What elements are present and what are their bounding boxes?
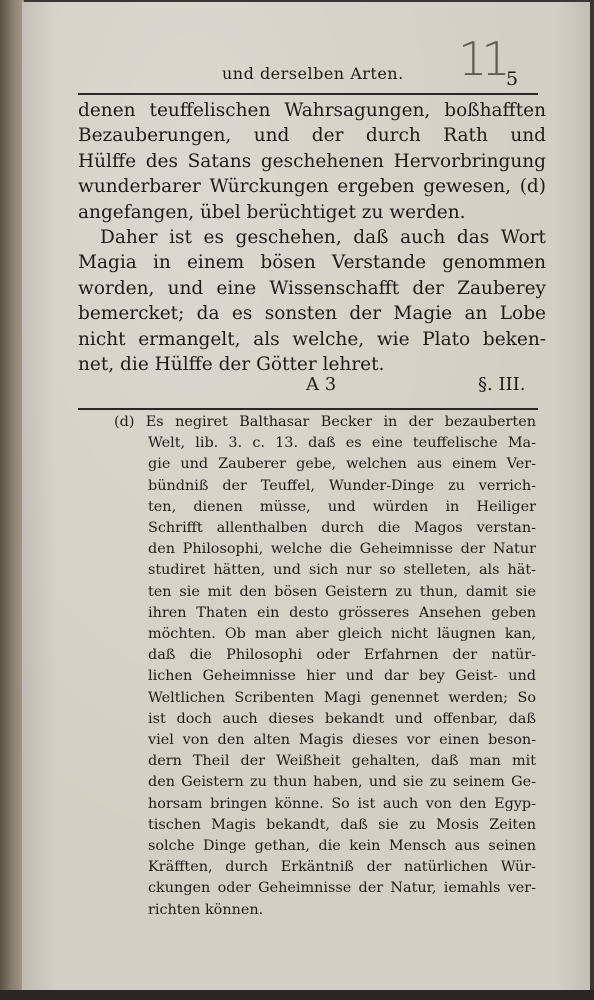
footnote-line: den Philosophi, welche die Geheimnisse der Natur	[148, 541, 536, 558]
book-spine-gutter	[0, 0, 24, 1000]
text-line: denen teuffelischen Wahrsagungen, boßhafften	[78, 100, 546, 121]
footnote-line: lichen Geheimnisse hier und dar bey Geist- und	[148, 668, 536, 685]
text-line: bemercket; da es sonsten der Magie an Lobe	[78, 303, 546, 325]
page-number: 5	[506, 68, 519, 90]
text-line: Hülffe des Satans geschehenen Hervorbringung	[78, 150, 546, 172]
footnote-line: ten, dienen müsse, und würden in Heiliger	[148, 498, 536, 515]
book-page	[22, 2, 590, 990]
text-line: angefangen, übel berüchtiget zu werden.	[78, 201, 466, 223]
footnote-line: studiret hätten, und sich nur so stelleten, als hät-	[148, 562, 536, 579]
pencil-page-annotation: 11	[458, 32, 505, 86]
footnote-line: daß die Philosophi oder Erfahrnen der natür-	[148, 647, 536, 664]
signature-catchword-line	[78, 374, 538, 402]
catchword: §. III.	[478, 374, 526, 395]
main-text	[78, 98, 546, 377]
footnote-line: Schrifft allenthalben durch die Magos verstan-	[148, 520, 536, 537]
footnote-line: ist doch auch dieses bekandt und offenbar, daß	[148, 710, 536, 727]
text-line: nicht ermangelt, als welche, wie Plato beken-	[78, 328, 546, 350]
text-line: net, die Hülffe der Götter lehret.	[78, 354, 385, 376]
page-bottom-edge	[0, 990, 594, 1000]
text-line: Magia in einem bösen Verstande genommen	[78, 252, 546, 274]
footnote-line: (d) Es negiret Balthasar Becker in der bezauberten	[114, 414, 536, 430]
footnote-line: ihren Thaten ein desto grösseres Ansehen geben	[148, 604, 536, 621]
footnote-line: tischen Magis bekandt, daß sie zu Mosis Zeiten	[148, 816, 536, 833]
signature-mark: A 3	[306, 374, 337, 395]
text-line: Daher ist es geschehen, daß auch das Wort	[100, 227, 546, 249]
footnote-line: Welt, lib. 3. c. 13. daß es eine teuffelische Ma-	[148, 435, 536, 452]
footnote-line: gie und Zauberer gebe, welchen aus einem Ver-	[148, 456, 536, 473]
footnote-line: horsam bringen könne. So ist auch von den Egyp-	[148, 795, 536, 812]
footnote-rule	[78, 408, 538, 410]
footnote-line: ten sie mit den bösen Geistern zu thun, damit sie	[148, 583, 536, 600]
running-head: und derselben Arten.	[222, 64, 404, 83]
footnote-line: Weltlichen Scribenten Magi genennet werden; So	[148, 689, 536, 706]
text-line: worden, und eine Wissenschafft der Zauberey	[78, 277, 546, 299]
footnote-line: richten können.	[148, 901, 264, 918]
footnote-line: ckungen oder Geheimnisse der Natur, iemahls ver-	[148, 880, 536, 897]
text-line: Bezauberungen, und der durch Rath und	[78, 125, 546, 147]
footnote-line: viel von den alten Magis dieses vor einen beson-	[148, 732, 536, 749]
footnote-line: möchten. Ob man aber gleich nicht läugnen kan,	[148, 626, 536, 643]
header-rule	[78, 93, 538, 95]
footnote-line: Kräfften, durch Erkäntniß der natürlichen Wür-	[148, 859, 536, 876]
footnote	[114, 412, 536, 921]
footnote-line: bündniß der Teuffel, Wunder-Dinge zu verrich-	[148, 477, 536, 494]
text-line: wunderbarer Würckungen ergeben gewesen, (d)	[78, 176, 546, 198]
footnote-line: solche Dinge gethan, die kein Mensch aus seinen	[148, 838, 536, 855]
footnote-line: dern Theil der Weißheit gehalten, daß man mit	[148, 753, 536, 770]
footnote-line: den Geistern zu thun haben, und sie zu seinem Ge-	[148, 774, 536, 791]
